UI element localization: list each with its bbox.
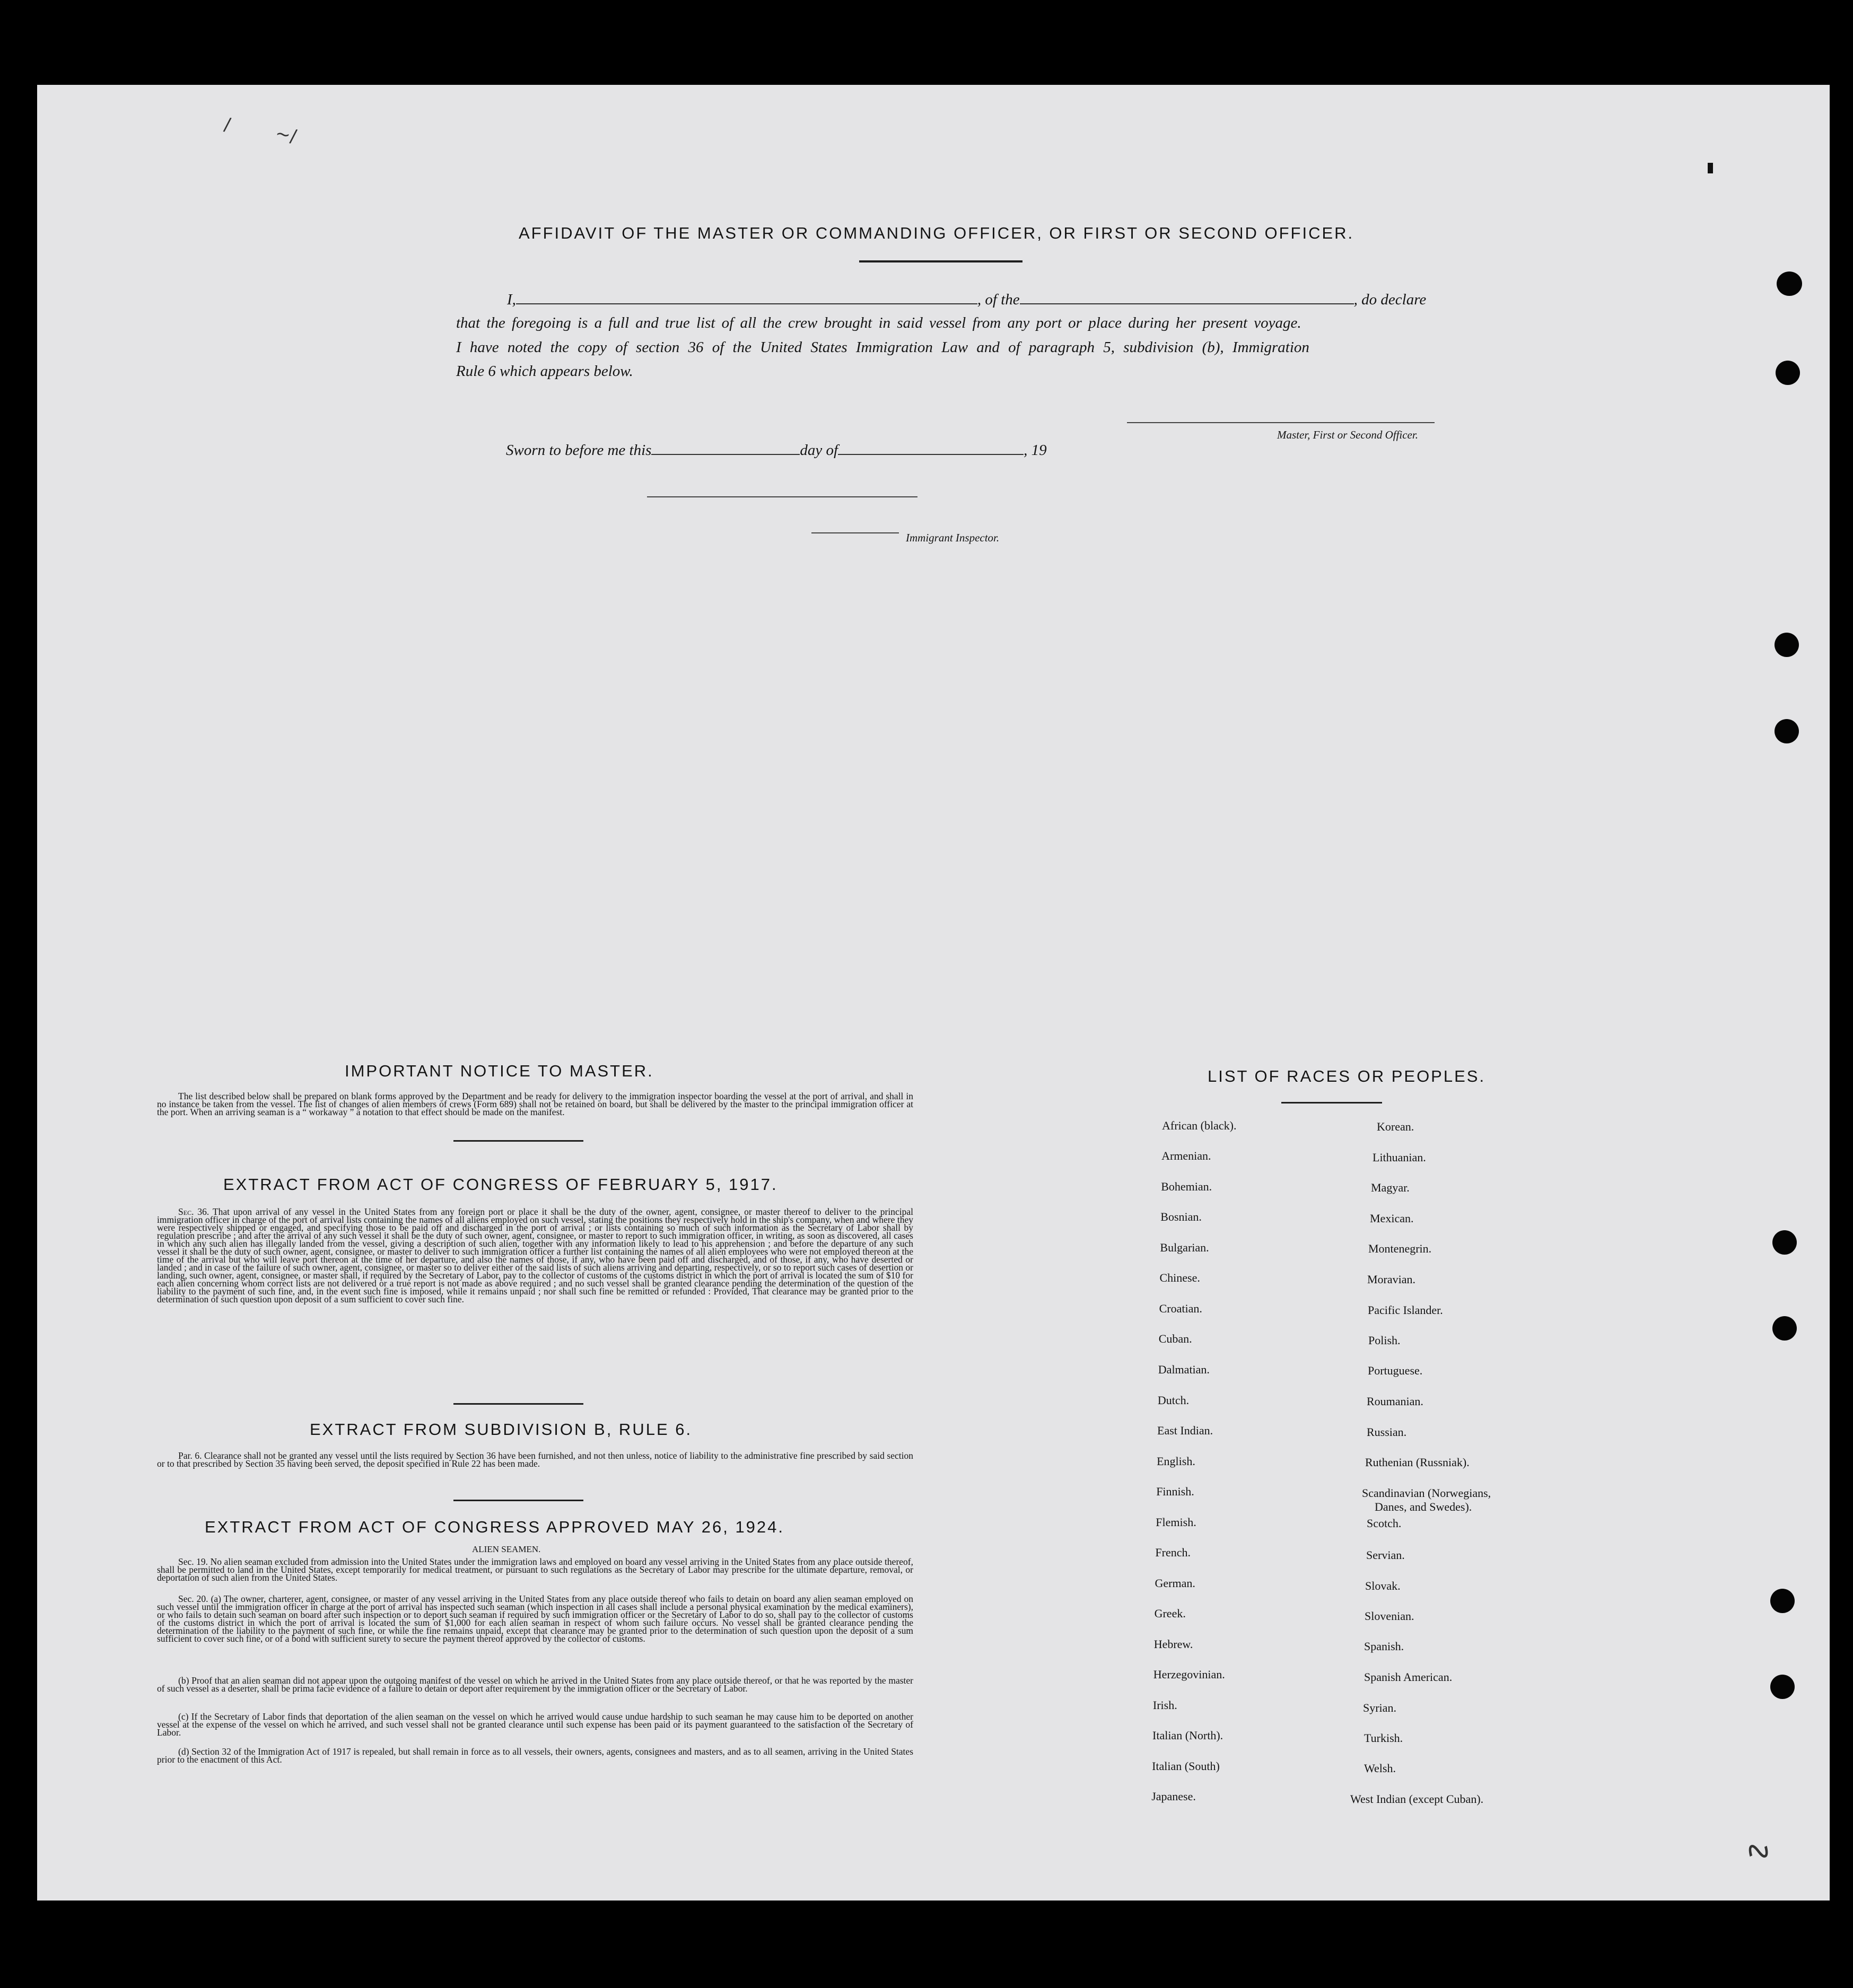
races-rule [1281,1102,1382,1104]
extract-1924-subtitle: ALIEN SEAMEN. [472,1544,541,1554]
form-page [37,85,1830,1901]
race-item: Chinese. [1159,1271,1200,1284]
race-item: Croatian. [1159,1302,1202,1315]
race-item: Spanish. [1364,1640,1404,1653]
race-item: Welsh. [1364,1762,1396,1775]
signature-caption: Master, First or Second Officer. [1277,428,1418,441]
extract-1917-title: EXTRACT FROM ACT OF CONGRESS OF FEBRUARY 5, 1917. [223,1175,778,1194]
race-item: Irish. [1152,1698,1177,1712]
race-item: Japanese. [1151,1790,1196,1803]
notice-title: IMPORTANT NOTICE TO MASTER. [345,1062,654,1080]
day-blank [651,440,800,455]
race-item: Danes, and Swedes). [1375,1500,1472,1513]
race-item: Cuban. [1158,1332,1192,1345]
affidavit-line-4: Rule 6 which appears below. [456,363,633,380]
race-item: Korean. [1377,1120,1414,1133]
race-item: Lithuanian. [1373,1151,1426,1164]
affidavit-of-the: , of the [977,291,1020,308]
race-item: Bosnian. [1160,1210,1202,1223]
race-item: Ruthenian (Russniak). [1365,1456,1470,1469]
race-item: West Indian (except Cuban). [1350,1792,1484,1806]
section-rule [453,1403,583,1405]
race-item: Dalmatian. [1158,1363,1210,1376]
race-item: Portuguese. [1368,1364,1423,1377]
punch-hole [1770,1675,1795,1699]
pencil-mark: ∿ [1738,1828,1778,1873]
extract-1917-body [157,1208,913,1303]
race-item: Moravian. [1367,1273,1416,1286]
race-item: Flemish. [1156,1516,1196,1529]
master-name-blank [516,288,977,304]
sec-36-text: That upon arrival of any vessel in the United States from any foreign port or place it shall be the duty of the owner, agent, consignee, or master thereof to deliver to the principal immigration officer in charge of the port of arrival lists containing the names of all aliens employed on such vessel, stating the positions they respectively hold in the ship's company, when and where they were respectively shipped or engaged, and specifying those to be paid off and discharged in the port of arrival ; or lists containing so much of such information as the Secretary of Labor shall by regulation prescribe ; and after the arrival of any such vessel it shall be the duty of such owner, agent, consignee, or master to report to such immigration officer, in writing, as soon as discovered, all cases in which any such alien has illegally landed from the vessel, giving a description of such alien, together with any information likely to lead to his apprehension ; and before the departure of any such vessel it shall be the duty of such owner, agent, consignee, or master to deliver to such immigration officer a further list containing the names of all alien employees who were not employed thereon at the time of the arrival but who will leave port thereon at the time of her departure, and also the names of those, if any, who have been paid off and discharged, and of those, if any, who have deserted or landed ; and in case of the failure of such owner, agent, consignee, or master so to deliver either of the said lists of such aliens arriving and departing, respectively, or so to report such cases of desertion or landing, such owner, agent, consignee, or master shall, if required by the Secretary of Labor, pay to the collector of customs of the customs district in which the port of arrival is located the sum of $10 for each alien concerning whom correct lists are not delivered or a true report is not made as above required ; and no such vessel shall be granted clearance pending the determination of the question of the liability to the payment of such fine, and, in the event such fine is imposed, while it remains unpaid ; nor shall such fine be remitted or refunded : Provided, That clearance may be granted prior to the determination of such question upon deposit of a sum sufficient to cover such fine. [157,1206,913,1304]
punch-hole [1777,272,1802,296]
race-item: Italian (South) [1152,1759,1220,1773]
extract-rule6-title: EXTRACT FROM SUBDIVISION B, RULE 6. [310,1420,693,1439]
race-item: Armenian. [1161,1149,1211,1162]
race-item: Scotch. [1367,1517,1402,1530]
extract-1924-title: EXTRACT FROM ACT OF CONGRESS APPROVED MAY 26, 1924. [205,1518,785,1536]
punch-hole [1770,1589,1795,1613]
pencil-mark: / ~/ [222,113,299,147]
race-item: Spanish American. [1364,1670,1453,1684]
race-item: Turkish. [1364,1731,1403,1745]
month-blank [838,440,1024,455]
punch-hole [1776,361,1800,385]
sec-20b-text: (b) Proof that an alien seaman did not appear upon the outgoing manifest of the vessel on which he arrived in the United States from any place outside thereof, or that he was reported by the master of such vessel as a deserter, shall be prima facie evidence of a failure to detain or deport after requirement by the immigration officer or the Secretary of Labor. [157,1675,913,1694]
punch-hole [1775,633,1799,657]
race-item: Russian. [1367,1425,1407,1439]
affidavit-i: I, [507,291,516,308]
punch-hole [1775,719,1799,743]
signature-line [1127,422,1435,423]
title-rule [859,260,1022,262]
race-item: Servian. [1366,1548,1405,1562]
sec-20c-text: (c) If the Secretary of Labor finds that deportation of the alien seaman on the vessel on which he arrived would cause undue hardship to such seaman he may cause him to be deported on another vessel at the expense of the vessel on which he arrived, and such vessel shall not be granted clearance until such expense has been paid or its payment guaranteed to the satisfaction of the Secretary of Labor. [157,1711,913,1738]
race-item: English. [1157,1455,1195,1468]
race-item: Montenegrin. [1368,1242,1432,1255]
race-item: Slovak. [1365,1579,1401,1592]
race-item: German. [1155,1577,1195,1590]
extract-rule6-body: Par. 6. Clearance shall not be granted any vessel until the lists required by Section 36 have been furnished, and not then unless, notice of liability to the administrative fine prescribed by said section or to that prescribed by Section 35 having been served, the deposit specified in Rule 22 has been made. [157,1450,913,1469]
race-item: Bulgarian. [1160,1241,1209,1254]
race-item: Magyar. [1371,1181,1410,1194]
race-item: Dutch. [1157,1394,1190,1407]
race-item: Hebrew. [1153,1637,1193,1651]
race-item: Pacific Islander. [1368,1303,1443,1317]
race-item: Syrian. [1363,1701,1396,1714]
race-item: Greek. [1154,1607,1186,1620]
notice-body: The list described below shall be prepared on blank forms approved by the Department and be ready for delivery to the immigration inspector boarding the vessel at the port of arrival, and shall in no instance be taken from the vessel. The list of changes of alien members of crews (Form 689) shall not be retained on board, but shall be delivered by the master to the principal immigration officer at the port. When an arriving seaman is a “ workaway ” a notation to that effect should be made on the manifest. [157,1091,913,1117]
race-item: East Indian. [1157,1424,1213,1437]
sec-36-label: Sec. 36. [178,1206,209,1217]
sworn-year: , 19 [1024,442,1047,459]
race-item: Finnish. [1156,1485,1194,1498]
punch-hole [1772,1230,1797,1255]
race-item: Herzegovinian. [1153,1668,1225,1681]
affidavit-line-2: that the foregoing is a full and true list of all the crew brought in said vessel from any port or place during her present voyage. [456,314,1301,331]
race-item: French. [1155,1546,1191,1559]
affidavit-line-3: I have noted the copy of section 36 of the United States Immigration Law and of paragraph 5, subdivision (b), Immigration [456,339,1309,356]
race-item: Polish. [1368,1334,1401,1347]
inspector-short-line [811,532,899,533]
race-item: Slovenian. [1365,1609,1414,1623]
sec-20d-text: (d) Section 32 of the Immigration Act of 1917 is repealed, but shall remain in force as to all vessels, their owners, agents, consignees and masters, and as to all seamen, arriving in the United States prior to the enactment of this Act. [157,1746,913,1765]
inspector-signature-line [647,496,917,497]
affidavit-title: AFFIDAVIT OF THE MASTER OR COMMANDING OFFICER, OR FIRST OR SECOND OFFICER. [519,224,1354,242]
sworn-prefix: Sworn to before me this [506,442,652,459]
affidavit-declare: , do declare [1353,291,1427,308]
sworn-line [506,440,1047,459]
race-item: Bohemian. [1161,1180,1212,1193]
race-item: Roumanian. [1367,1395,1423,1408]
section-rule [453,1500,583,1501]
sworn-day-of: day of [800,442,838,459]
race-item: Italian (North). [1152,1729,1223,1742]
race-item: African (black). [1162,1119,1237,1132]
race-item: Scandinavian (Norwegians, [1362,1486,1491,1500]
section-rule [453,1140,583,1142]
punch-hole [1772,1316,1797,1341]
sec-19-text: Sec. 19. No alien seaman excluded from admission into the United States under the immigration laws and employed on board any vessel arriving in the United States from any place outside thereof, shall be permitted to land in the United States, except temporarily for medical treatment, or pursuant to such regulations as the Secretary of Labor may prescribe for the ultimate departure, removal, or deportation of such alien from the United States. [157,1556,913,1583]
races-title: LIST OF RACES OR PEOPLES. [1208,1067,1486,1085]
race-item: Mexican. [1370,1212,1414,1225]
ink-mark [1708,163,1713,173]
sec-20a-text: Sec. 20. (a) The owner, charterer, agent, consignee, or master of any vessel arriving in the United States from any place outside thereof who fails to detain on board any alien seaman employed on such vessel until the immigration officer in charge at the port of arrival has inspected such seaman (which inspection in all cases shall include a personal physical examination by the medical examiners), or who fails to detain such seaman on board after such inspection or to deport such seaman if required by such immigration officer or the Secretary of Labor to do so, shall pay to the collector of customs of the customs district in which the port of arrival is located the sum of $1,000 for each alien seaman in respect of whom such failure occurs. No vessel shall be granted clearance pending the determination of the liability to the payment of such fine, or while the fine remains unpaid, except that clearance may be granted prior to the determination of such question upon the deposit of a sum sufficient to cover such fine, or of a bond with sufficient surety to secure the payment thereof approved by the collector of customs. [157,1593,913,1644]
vessel-name-blank [1020,288,1354,304]
inspector-caption: Immigrant Inspector. [906,531,1000,544]
affidavit-line-1 [456,288,1496,311]
